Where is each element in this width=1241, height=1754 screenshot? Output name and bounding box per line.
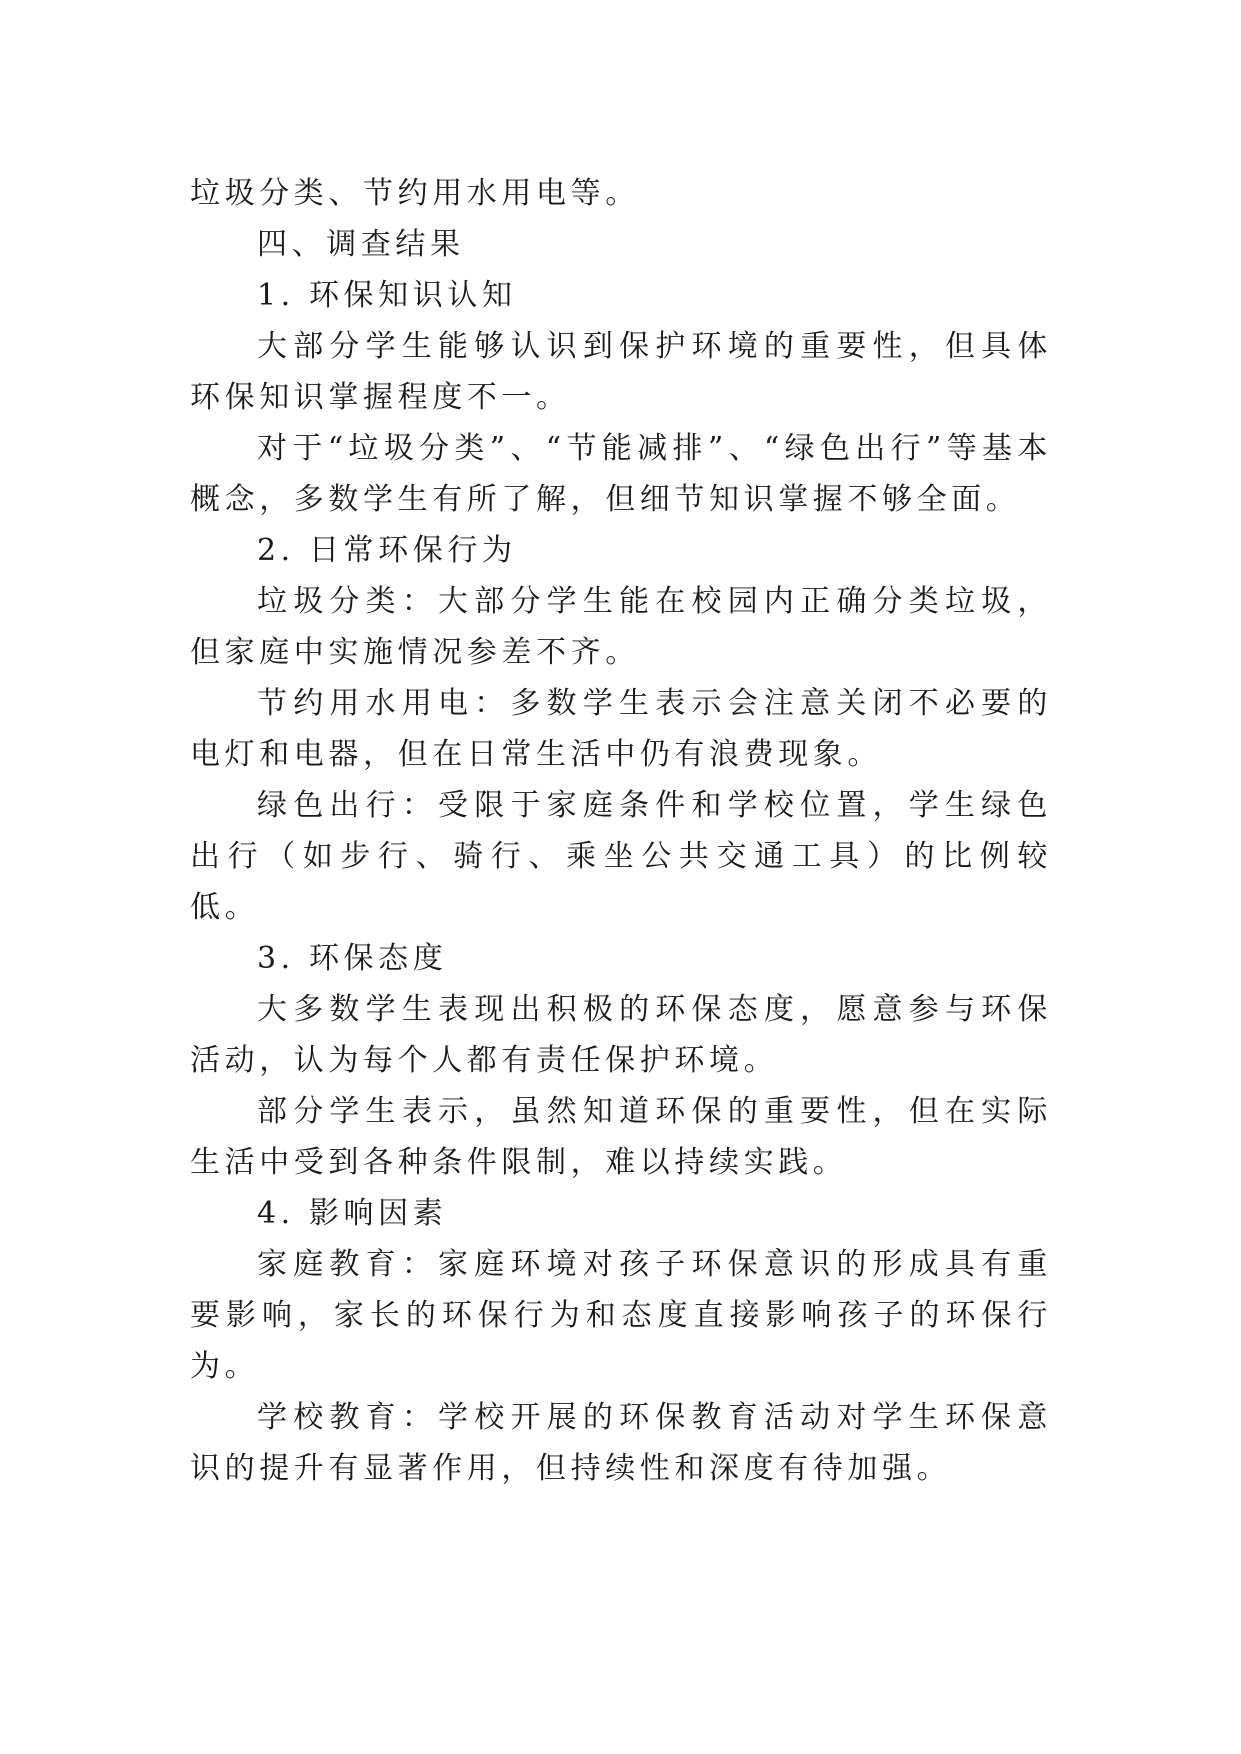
subheading-attitude: 3. 环保态度 xyxy=(257,941,448,976)
paragraph: 对于“垃圾分类”、“节能减排”、“绿色出行”等基本概念，多数学生有所了解，但细节知识掌握不够全面。 xyxy=(190,431,1052,517)
paragraph: 绿色出行：受限于家庭条件和学校位置，学生绿色出行（如步行、骑行、乘坐公共交通工具）的比例较低。 xyxy=(190,788,1052,925)
subheading-knowledge: 1. 环保知识认知 xyxy=(257,278,517,313)
subheading-daily-behavior: 2. 日常环保行为 xyxy=(257,533,517,568)
paragraph: 大多数学生表现出积极的环保态度，愿意参与环保活动，认为每个人都有责任保护环境。 xyxy=(190,992,1052,1078)
paragraph: 垃圾分类：大部分学生能在校园内正确分类垃圾，但家庭中实施情况参差不齐。 xyxy=(190,584,1052,670)
section-heading-survey-results: 四、调查结果 xyxy=(257,227,465,262)
subheading-factors: 4. 影响因素 xyxy=(257,1196,448,1231)
paragraph-continuation: 垃圾分类、节约用水用电等。 xyxy=(190,176,640,211)
document-body xyxy=(190,168,1052,1494)
paragraph: 节约用水用电：多数学生表示会注意关闭不必要的电灯和电器，但在日常生活中仍有浪费现象。 xyxy=(190,686,1052,772)
paragraph: 家庭教育：家庭环境对孩子环保意识的形成具有重要影响，家长的环保行为和态度直接影响孩子的环保行为。 xyxy=(190,1247,1052,1384)
paragraph: 学校教育：学校开展的环保教育活动对学生环保意识的提升有显著作用，但持续性和深度有待加强。 xyxy=(190,1400,1052,1486)
paragraph: 大部分学生能够认识到保护环境的重要性，但具体环保知识掌握程度不一。 xyxy=(190,329,1052,415)
paragraph: 部分学生表示，虽然知道环保的重要性，但在实际生活中受到各种条件限制，难以持续实践。 xyxy=(190,1094,1052,1180)
